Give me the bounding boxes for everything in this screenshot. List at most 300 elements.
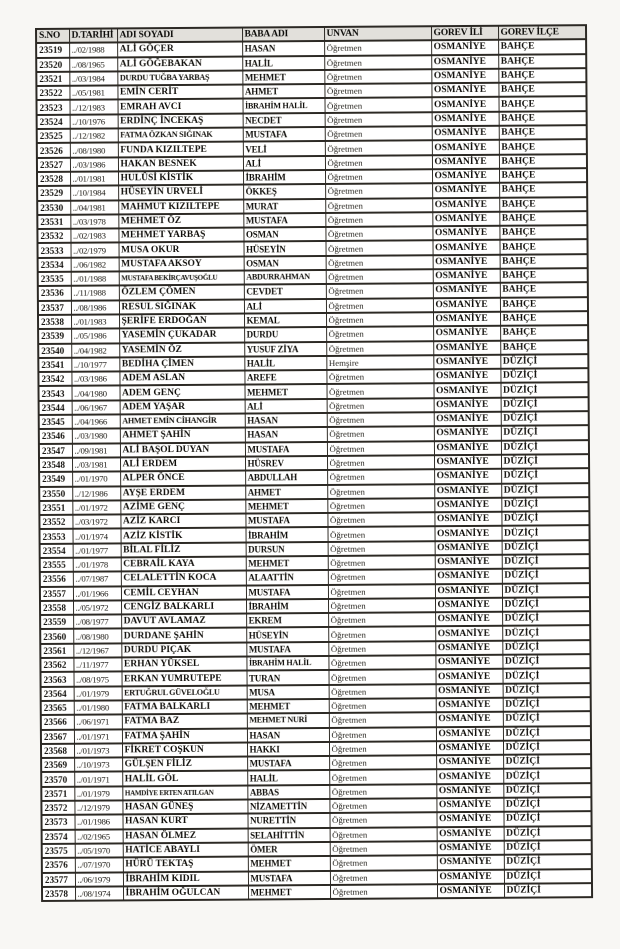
cell-father-name: CEVDET	[244, 284, 326, 299]
cell-birth-date: ../08/1980	[73, 629, 121, 644]
cell-district: BAHÇE	[500, 325, 588, 340]
cell-province: OSMANİYE	[432, 226, 499, 241]
cell-father-name: HÜSEYİN	[246, 627, 328, 642]
table-scan-wrapper	[35, 24, 593, 902]
cell-district: DÜZİÇİ	[501, 411, 589, 426]
cell-title: Öğretmen	[326, 269, 433, 284]
cell-title: Hemşire	[326, 355, 433, 370]
cell-sno: 23554	[40, 543, 73, 558]
cell-father-name: NURETTİN	[247, 813, 329, 828]
cell-full-name: ÖZLEM ÇÖMEN	[119, 285, 244, 300]
cell-district: DÜZİÇİ	[503, 797, 591, 812]
cell-full-name: ALPER ÖNCE	[120, 471, 245, 486]
cell-birth-date: ../01/1980	[74, 700, 122, 715]
cell-district: BAHÇE	[500, 297, 588, 312]
cell-father-name: ALİ	[244, 299, 326, 314]
cell-sno: 23521	[36, 72, 69, 87]
cell-district: BAHÇE	[498, 54, 586, 69]
cell-title: Öğretmen	[327, 441, 434, 456]
cell-district: BAHÇE	[500, 254, 588, 269]
cell-district: BAHÇE	[499, 225, 587, 240]
cell-district: DÜZİÇİ	[501, 454, 589, 469]
cell-full-name: İBRAHİM KIDIL	[123, 871, 248, 886]
cell-district: BAHÇE	[498, 82, 586, 97]
cell-father-name: HALİL	[247, 770, 329, 785]
cell-sno: 23525	[37, 129, 70, 144]
cell-father-name: HAKKI	[247, 742, 329, 757]
cell-title: Öğretmen	[325, 169, 432, 184]
cell-father-name: İBRAHİM	[245, 527, 327, 542]
cell-province: OSMANİYE	[435, 555, 502, 570]
cell-title: Öğretmen	[330, 827, 437, 842]
cell-province: OSMANİYE	[432, 154, 499, 169]
cell-father-name: DURDU	[244, 327, 326, 342]
cell-title: Öğretmen	[329, 784, 436, 799]
cell-birth-date: ../05/1972	[73, 600, 121, 615]
cell-sno: 23544	[39, 400, 72, 415]
cell-birth-date: ../01/1966	[73, 586, 121, 601]
cell-full-name: HALİL GÖL	[122, 771, 247, 786]
cell-full-name: DURDANE ŞAHİN	[121, 628, 246, 643]
cell-full-name: BİLAL FİLİZ	[121, 542, 246, 557]
cell-province: OSMANİYE	[433, 340, 500, 355]
cell-father-name: MEHMET	[248, 856, 330, 871]
cell-title: Öğretmen	[325, 241, 432, 256]
cell-district: DÜZİÇİ	[503, 726, 591, 741]
cell-full-name: FATMA BALKARLI	[122, 699, 247, 714]
cell-sno: 23532	[37, 229, 70, 244]
cell-sno: 23565	[41, 701, 74, 716]
cell-sno: 23575	[42, 844, 75, 859]
cell-province: OSMANİYE	[435, 569, 502, 584]
cell-full-name: AYŞE ERDEM	[120, 485, 245, 500]
cell-father-name: İBRAHİM	[246, 599, 328, 614]
cell-province: OSMANİYE	[432, 212, 499, 227]
cell-full-name: ALİ GÖÇER	[117, 42, 242, 57]
cell-father-name: MUSTAFA	[245, 442, 327, 457]
column-header-sno: S.NO	[36, 29, 69, 44]
cell-province: OSMANİYE	[433, 283, 500, 298]
cell-province: OSMANİYE	[436, 798, 503, 813]
cell-full-name: GÜLŞEN FİLİZ	[122, 757, 247, 772]
cell-province: OSMANİYE	[434, 412, 501, 427]
cell-birth-date: ../06/1967	[72, 400, 120, 415]
cell-sno: 23536	[38, 286, 71, 301]
cell-father-name: HÜSREV	[245, 456, 327, 471]
cell-full-name: HULÛSİ KİSTİK	[118, 171, 243, 186]
cell-birth-date: ../08/1986	[71, 300, 119, 315]
cell-sno: 23523	[37, 100, 70, 115]
cell-full-name: HATİCE ABAYLI	[123, 842, 248, 857]
cell-title: Öğretmen	[329, 727, 436, 742]
cell-province: OSMANİYE	[437, 841, 504, 856]
cell-full-name: YASEMİN ÇUKADAR	[119, 328, 244, 343]
cell-province: OSMANİYE	[434, 483, 501, 498]
cell-province: OSMANİYE	[433, 269, 500, 284]
cell-birth-date: ../12/1967	[73, 643, 121, 658]
cell-sno: 23551	[39, 501, 72, 516]
cell-father-name: MEHMET	[242, 70, 324, 85]
cell-father-name: MEHMET	[244, 384, 326, 399]
cell-district: BAHÇE	[499, 154, 587, 169]
cell-district: DÜZİÇİ	[501, 397, 589, 412]
cell-province: OSMANİYE	[434, 512, 501, 527]
cell-father-name: İBRAHİM HALİL	[246, 656, 328, 671]
cell-full-name: CELALETTİN KOCA	[121, 571, 246, 586]
cell-title: Öğretmen	[325, 198, 432, 213]
cell-father-name: KEMAL	[244, 313, 326, 328]
cell-birth-date: ../01/1979	[74, 686, 122, 701]
cell-birth-date: ../08/1977	[73, 615, 121, 630]
cell-birth-date: ../08/1980	[70, 143, 118, 158]
cell-full-name: ADEM ASLAN	[119, 371, 244, 386]
cell-province: OSMANİYE	[432, 140, 499, 155]
cell-father-name: MUSTAFA	[245, 513, 327, 528]
cell-district: BAHÇE	[498, 97, 586, 112]
cell-father-name: EKREM	[246, 613, 328, 628]
cell-title: Öğretmen	[325, 226, 432, 241]
cell-sno: 23519	[36, 43, 69, 58]
cell-district: DÜZİÇİ	[504, 854, 592, 869]
cell-birth-date: ../06/1982	[71, 257, 119, 272]
cell-title: Öğretmen	[330, 841, 437, 856]
cell-province: OSMANİYE	[434, 526, 501, 541]
cell-birth-date: ../05/1981	[69, 86, 117, 101]
cell-district: BAHÇE	[499, 140, 587, 155]
cell-birth-date: ../04/1981	[70, 200, 118, 215]
cell-title: Öğretmen	[326, 369, 433, 384]
cell-father-name: MUSTAFA	[243, 127, 325, 142]
cell-sno: 23522	[36, 86, 69, 101]
cell-birth-date: ../12/1982	[70, 129, 118, 144]
cell-district: BAHÇE	[500, 282, 588, 297]
cell-district: BAHÇE	[499, 182, 587, 197]
cell-sno: 23557	[40, 586, 73, 601]
cell-district: DÜZİÇİ	[504, 840, 592, 855]
cell-birth-date: ../01/1981	[70, 171, 118, 186]
cell-sno: 23548	[39, 458, 72, 473]
cell-title: Öğretmen	[326, 312, 433, 327]
cell-birth-date: ../03/1972	[72, 515, 120, 530]
cell-province: OSMANİYE	[431, 83, 498, 98]
cell-father-name: ÖMER	[248, 842, 330, 857]
cell-full-name: ERKAN YUMRUTEPE	[121, 671, 246, 686]
cell-title: Öğretmen	[327, 455, 434, 470]
cell-title: Öğretmen	[330, 855, 437, 870]
cell-province: OSMANİYE	[433, 369, 500, 384]
cell-district: DÜZİÇİ	[503, 740, 591, 755]
cell-birth-date: ../10/1973	[74, 758, 122, 773]
cell-title: Öğretmen	[328, 584, 435, 599]
cell-birth-date: ../03/1978	[70, 214, 118, 229]
cell-birth-date: ../07/1987	[73, 572, 121, 587]
table-body	[36, 39, 592, 901]
cell-sno: 23573	[41, 815, 74, 830]
cell-title: Öğretmen	[325, 183, 432, 198]
cell-father-name: HASAN	[245, 427, 327, 442]
cell-birth-date: ../04/1982	[71, 343, 119, 358]
cell-father-name: MUSA	[247, 685, 329, 700]
cell-full-name: HAMDİYE ERTEN ATILGAN	[122, 785, 247, 800]
cell-birth-date: ../01/1972	[72, 500, 120, 515]
cell-title: Öğretmen	[327, 484, 434, 499]
cell-full-name: CEBRAİL KAYA	[121, 557, 246, 572]
cell-district: DÜZİÇİ	[502, 654, 590, 669]
cell-district: DÜZİÇİ	[503, 754, 591, 769]
cell-title: Öğretmen	[324, 41, 431, 56]
cell-father-name: MEHMET	[247, 699, 329, 714]
cell-sno: 23556	[40, 572, 73, 587]
cell-father-name: MUSTAFA	[246, 642, 328, 657]
cell-full-name: FUNDA KIZILTEPE	[118, 142, 243, 157]
cell-district: BAHÇE	[498, 68, 586, 83]
cell-sno: 23541	[38, 358, 71, 373]
cell-district: DÜZİÇİ	[502, 583, 590, 598]
cell-title: Öğretmen	[329, 798, 436, 813]
cell-district: DÜZİÇİ	[501, 511, 589, 526]
cell-province: OSMANİYE	[433, 255, 500, 270]
cell-province: OSMANİYE	[436, 812, 503, 827]
cell-birth-date: ../10/1977	[71, 357, 119, 372]
cell-full-name: CEMİL CEYHAN	[121, 585, 246, 600]
cell-province: OSMANİYE	[432, 126, 499, 141]
cell-full-name: FİKRET COŞKUN	[122, 742, 247, 757]
cell-full-name: ERDİNÇ İNCEKAŞ	[118, 113, 243, 128]
cell-father-name: AREFE	[244, 370, 326, 385]
cell-sno: 23563	[40, 672, 73, 687]
cell-sno: 23552	[39, 515, 72, 530]
cell-birth-date: ../03/1981	[72, 457, 120, 472]
cell-birth-date: ../03/1980	[72, 429, 120, 444]
cell-district: DÜZİÇİ	[504, 883, 592, 898]
cell-province: OSMANİYE	[435, 626, 502, 641]
cell-sno: 23553	[40, 529, 73, 544]
cell-province: OSMANİYE	[437, 826, 504, 841]
cell-sno: 23535	[38, 272, 71, 287]
cell-sno: 23578	[42, 887, 75, 902]
cell-birth-date: ../01/1971	[74, 729, 122, 744]
cell-full-name: CENGİZ BALKARLI	[121, 599, 246, 614]
cell-district: DÜZİÇİ	[502, 626, 590, 641]
cell-full-name: HÜRÜ TEKTAŞ	[123, 857, 248, 872]
cell-birth-date: ../03/1986	[70, 157, 118, 172]
cell-province: OSMANİYE	[433, 355, 500, 370]
cell-title: Öğretmen	[324, 55, 431, 70]
cell-full-name: BEDİHA ÇİMEN	[119, 356, 244, 371]
cell-full-name: YASEMİN ÖZ	[119, 342, 244, 357]
cell-birth-date: ../03/1984	[69, 71, 117, 86]
cell-title: Öğretmen	[329, 755, 436, 770]
cell-province: OSMANİYE	[434, 426, 501, 441]
cell-sno: 23540	[38, 343, 71, 358]
cell-district: DÜZİÇİ	[501, 468, 589, 483]
cell-sno: 23526	[37, 143, 70, 158]
cell-father-name: HÜSEYİN	[243, 241, 325, 256]
cell-father-name: MUSTAFA	[246, 585, 328, 600]
cell-birth-date: ../01/1986	[74, 815, 122, 830]
cell-full-name: HAKAN BESNEK	[118, 156, 243, 171]
cell-province: OSMANİYE	[434, 498, 501, 513]
cell-father-name: HALİL	[244, 356, 326, 371]
cell-title: Öğretmen	[329, 712, 436, 727]
cell-province: OSMANİYE	[435, 641, 502, 656]
cell-sno: 23529	[37, 186, 70, 201]
cell-full-name: AHMET EMİN CİHANGİR	[120, 414, 245, 429]
cell-title: Öğretmen	[326, 298, 433, 313]
cell-birth-date: ../01/1971	[74, 772, 122, 787]
cell-birth-date: ../01/1970	[72, 472, 120, 487]
cell-title: Öğretmen	[326, 284, 433, 299]
cell-full-name: MUSTAFA AKSOY	[119, 256, 244, 271]
cell-father-name: AHMET	[245, 484, 327, 499]
cell-province: OSMANİYE	[433, 312, 500, 327]
cell-full-name: DAVUT AVLAMAZ	[121, 614, 246, 629]
column-header-birth-date: D.TARİHİ	[69, 28, 117, 43]
cell-full-name: AZİZ KARCI	[120, 514, 245, 529]
cell-province: OSMANİYE	[436, 726, 503, 741]
cell-birth-date: ../04/1980	[72, 386, 120, 401]
cell-full-name: EMRAH AVCI	[118, 99, 243, 114]
cell-full-name: HASAN KURT	[122, 814, 247, 829]
cell-birth-date: ../01/1983	[71, 314, 119, 329]
cell-province: OSMANİYE	[435, 612, 502, 627]
cell-title: Öğretmen	[325, 212, 432, 227]
cell-district: DÜZİÇİ	[500, 383, 588, 398]
cell-district: DÜZİÇİ	[501, 497, 589, 512]
cell-title: Öğretmen	[326, 384, 433, 399]
cell-father-name: AHMET	[242, 84, 324, 99]
cell-title: Öğretmen	[324, 69, 431, 84]
cell-district: BAHÇE	[499, 240, 587, 255]
cell-province: OSMANİYE	[433, 383, 500, 398]
cell-district: DÜZİÇİ	[502, 568, 590, 583]
cell-province: OSMANİYE	[436, 712, 503, 727]
cell-province: OSMANİYE	[436, 683, 503, 698]
cell-full-name: ALİ GÖĞEBAKAN	[117, 56, 242, 71]
cell-title: Öğretmen	[329, 698, 436, 713]
cell-title: Öğretmen	[328, 627, 435, 642]
cell-province: OSMANİYE	[437, 884, 504, 899]
cell-province: OSMANİYE	[435, 669, 502, 684]
cell-province: OSMANİYE	[432, 112, 499, 127]
cell-title: Öğretmen	[328, 541, 435, 556]
cell-full-name: ADEM YAŞAR	[120, 399, 245, 414]
cell-title: Öğretmen	[325, 141, 432, 156]
cell-title: Öğretmen	[328, 670, 435, 685]
cell-birth-date: ../07/1970	[75, 858, 123, 873]
cell-father-name: MEHMET	[248, 885, 330, 900]
cell-district: BAHÇE	[500, 311, 588, 326]
cell-province: OSMANİYE	[436, 698, 503, 713]
cell-full-name: ALİ BAŞOL DUYAN	[120, 442, 245, 457]
cell-full-name: EMİN CERİT	[117, 85, 242, 100]
cell-district: DÜZİÇİ	[500, 368, 588, 383]
cell-birth-date: ../08/1974	[75, 886, 123, 901]
cell-district: DÜZİÇİ	[503, 711, 591, 726]
cell-title: Öğretmen	[324, 98, 431, 113]
cell-province: OSMANİYE	[433, 326, 500, 341]
cell-district: DÜZİÇİ	[501, 440, 589, 455]
cell-province: OSMANİYE	[432, 197, 499, 212]
cell-full-name: DURDU PIÇAK	[121, 642, 246, 657]
cell-province: OSMANİYE	[435, 540, 502, 555]
cell-title: Öğretmen	[328, 655, 435, 670]
cell-full-name: HÜSEYİN URVELİ	[118, 185, 243, 200]
cell-title: Öğretmen	[325, 112, 432, 127]
cell-father-name: SELAHİTTİN	[248, 828, 330, 843]
cell-sno: 23546	[39, 429, 72, 444]
cell-province: OSMANİYE	[435, 598, 502, 613]
cell-sno: 23560	[40, 629, 73, 644]
cell-full-name: MEHMET YARBAŞ	[118, 228, 243, 243]
cell-birth-date: ../11/1988	[71, 286, 119, 301]
cell-sno: 23549	[39, 472, 72, 487]
column-header-full-name: ADI SOYADI	[117, 28, 242, 43]
cell-birth-date: ../06/1971	[74, 715, 122, 730]
cell-full-name: ŞERİFE ERDOĞAN	[119, 313, 244, 328]
cell-sno: 23561	[40, 644, 73, 659]
cell-title: Öğretmen	[327, 498, 434, 513]
cell-district: DÜZİÇİ	[502, 554, 590, 569]
cell-sno: 23528	[37, 172, 70, 187]
cell-full-name: MUSA OKUR	[119, 242, 244, 257]
cell-title: Öğretmen	[327, 512, 434, 527]
cell-full-name: FATMA ŞAHİN	[122, 728, 247, 743]
cell-full-name: ALİ ERDEM	[120, 456, 245, 471]
cell-father-name: MUSTAFA	[247, 756, 329, 771]
cell-province: OSMANİYE	[437, 869, 504, 884]
cell-sno: 23568	[41, 744, 74, 759]
cell-father-name: ABBAS	[247, 785, 329, 800]
cell-district: DÜZİÇİ	[503, 683, 591, 698]
cell-full-name: FATMA ÖZKAN SIĞINAK	[118, 128, 243, 143]
cell-title: Öğretmen	[329, 813, 436, 828]
cell-sno: 23550	[39, 486, 72, 501]
personnel-table	[35, 24, 593, 902]
cell-district: BAHÇE	[499, 211, 587, 226]
cell-province: OSMANİYE	[431, 97, 498, 112]
cell-sno: 23555	[40, 558, 73, 573]
cell-title: Öğretmen	[326, 341, 433, 356]
cell-title: Öğretmen	[330, 870, 437, 885]
cell-sno: 23527	[37, 157, 70, 172]
cell-district: DÜZİÇİ	[503, 697, 591, 712]
cell-father-name: VELİ	[243, 141, 325, 156]
cell-sno: 23574	[42, 829, 75, 844]
cell-full-name: FATMA BAZ	[122, 714, 247, 729]
cell-title: Öğretmen	[327, 427, 434, 442]
cell-sno: 23569	[41, 758, 74, 773]
cell-province: OSMANİYE	[434, 469, 501, 484]
cell-father-name: NİZAMETTİN	[247, 799, 329, 814]
cell-province: OSMANİYE	[431, 69, 498, 84]
cell-birth-date: ../02/1988	[69, 43, 117, 58]
cell-sno: 23538	[38, 315, 71, 330]
cell-district: BAHÇE	[500, 340, 588, 355]
cell-province: OSMANİYE	[437, 855, 504, 870]
cell-province: OSMANİYE	[436, 769, 503, 784]
cell-full-name: MAHMUT KIZILTEPE	[118, 199, 243, 214]
cell-province: OSMANİYE	[432, 240, 499, 255]
cell-sno: 23559	[40, 615, 73, 630]
cell-father-name: OSMAN	[243, 227, 325, 242]
cell-father-name: MURAT	[243, 199, 325, 214]
cell-district: DÜZİÇİ	[504, 826, 592, 841]
cell-father-name: MEHMET NURİ	[247, 713, 329, 728]
cell-title: Öğretmen	[329, 770, 436, 785]
cell-sno: 23576	[42, 858, 75, 873]
cell-full-name: ERHAN YÜKSEL	[121, 657, 246, 672]
